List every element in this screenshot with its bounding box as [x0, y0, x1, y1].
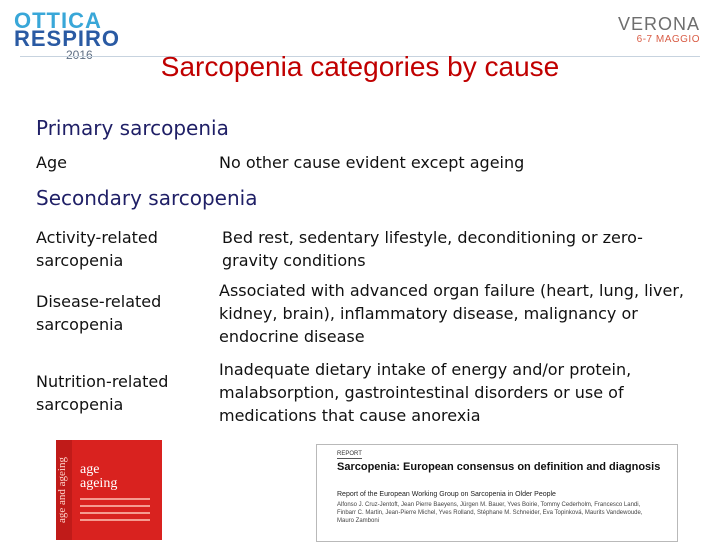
venue-logo — [600, 14, 700, 54]
row-desc-nutrition: Inadequate dietary intake of energy and/or protein, malabsorption, gastrointestinal disorders or use of medications that cause anorexia — [219, 360, 632, 425]
journal-title-line-1: age — [80, 462, 100, 477]
row-desc-age: No other cause evident except ageing — [219, 153, 525, 172]
report-subtitle: Report of the European Working Group on Sarcopenia in Older People — [337, 491, 556, 498]
journal-text-lines — [80, 498, 150, 526]
journal-cover-image — [56, 440, 162, 540]
event-logo — [14, 8, 134, 62]
row-desc-activity: Bed rest, sedentary lifestyle, deconditioning or zero-gravity conditions — [222, 228, 643, 270]
row-label-nutrition: Nutrition-related sarcopenia — [36, 372, 169, 414]
logo-line-1: OTTICA — [14, 8, 102, 33]
row-label-activity: Activity-related sarcopenia — [36, 228, 158, 270]
row-desc-disease: Associated with advanced organ failure (heart, lung, liver, kidney, brain), inflammatory disease, malignancy or endocrine disease — [219, 281, 684, 346]
journal-side-text: age and ageing — [56, 440, 72, 540]
row-label-age: Age — [36, 153, 67, 172]
report-authors: Alfonso J. Cruz-Jentoft, Jean Pierre Baeyens, Jürgen M. Bauer, Yves Boirie, Tommy Cederholm, Francesco Landi, Finbarr C. Martin, Jean-Pierre Michel, Yves Rolland, Stéphane M. Schneider, Eva Topinková, Maurits Vandewoude, Mauro Zamboni — [337, 502, 643, 524]
journal-title-line-2: ageing — [80, 476, 118, 491]
report-excerpt-image — [316, 444, 678, 542]
logo-year: 2016 — [66, 48, 93, 62]
report-title: Sarcopenia: European consensus on definition and diagnosis — [337, 461, 661, 473]
secondary-heading: Secondary sarcopenia — [36, 186, 258, 210]
primary-heading: Primary sarcopenia — [36, 116, 229, 140]
logo-line-2: RESPIRO — [14, 26, 121, 51]
report-label: REPORT — [337, 451, 362, 457]
venue-dates: 6-7 MAGGIO — [636, 34, 700, 45]
row-label-disease: Disease-related sarcopenia — [36, 292, 162, 334]
page-title: Sarcopenia categories by cause — [160, 51, 560, 82]
venue-city: VERONA — [617, 14, 700, 34]
